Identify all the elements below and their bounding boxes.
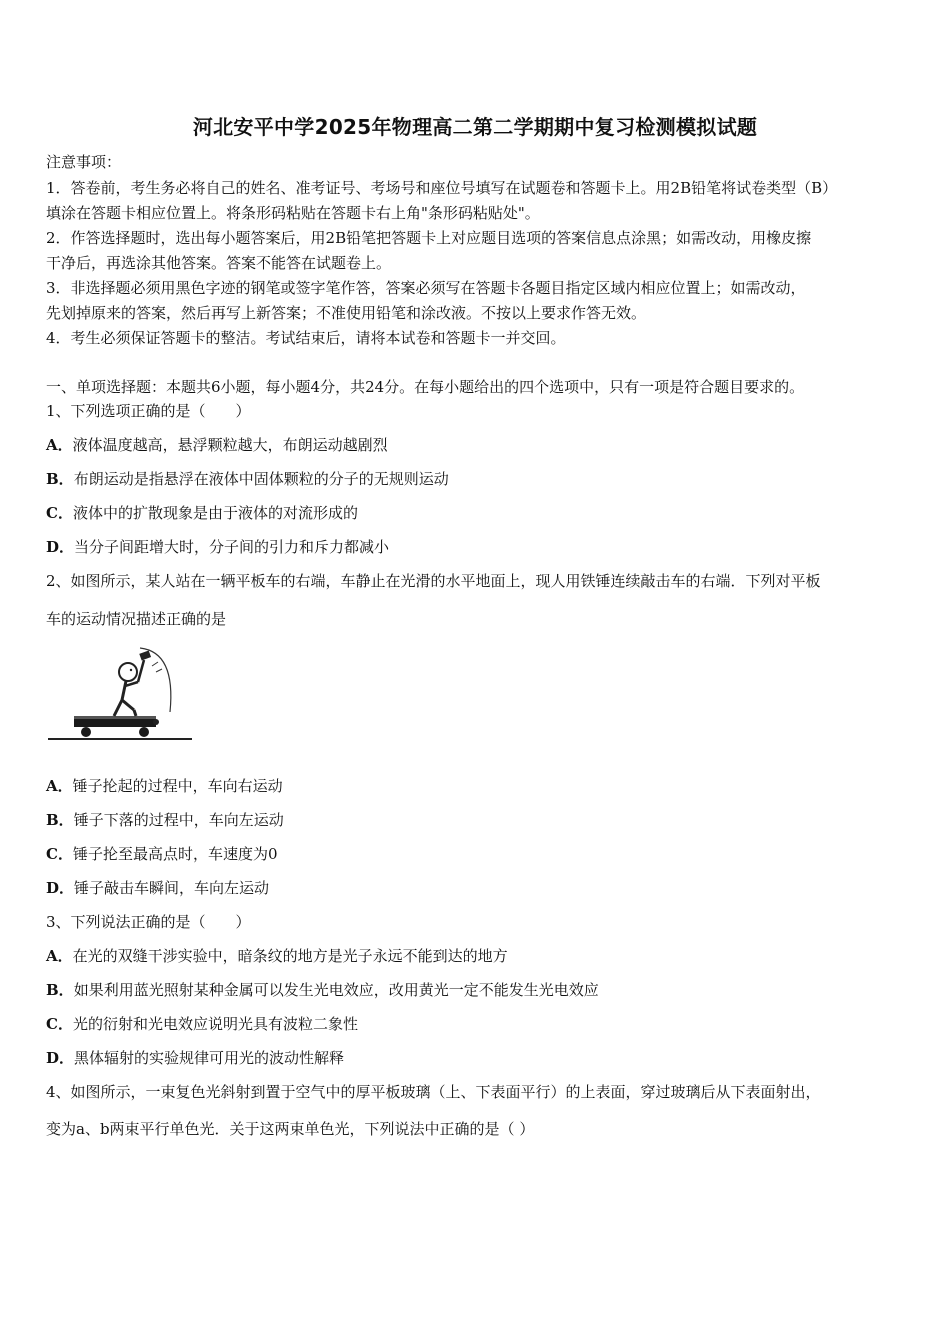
- question-2-stem: 2、如图所示，某人站在一辆平板车的右端，车静止在光滑的水平地面上，现人用铁锤连续敲击车的右端．下列对平板: [46, 572, 821, 590]
- q1-option-b: [46, 469, 449, 489]
- notice-line: 填涂在答题卡相应位置上。将条形码粘贴在答题卡右上角"条形码粘贴处"。: [46, 204, 540, 222]
- option-letter: A．: [46, 777, 73, 795]
- q3-option-c: [46, 1014, 358, 1034]
- q3-option-d: [46, 1048, 344, 1068]
- option-letter: D．: [46, 879, 75, 897]
- option-text: 液体中的扩散现象是由于液体的对流形成的: [72, 504, 358, 522]
- notice-heading: 注意事项：: [46, 153, 122, 171]
- notice-line: 4．考生必须保证答题卡的整洁。考试结束后，请将本试卷和答题卡一并交回。: [46, 329, 566, 347]
- option-text: 锤子下落的过程中，车向左运动: [73, 811, 284, 829]
- option-text: 在光的双缝干涉实验中，暗条纹的地方是光子永远不能到达的地方: [72, 947, 508, 965]
- option-text: 锤子抡起的过程中，车向右运动: [72, 777, 283, 795]
- option-text: 光的衍射和光电效应说明光具有波粒二象性: [72, 1015, 358, 1033]
- option-letter: A．: [46, 947, 73, 965]
- option-text: 锤子抡至最高点时，车速度为0: [72, 845, 278, 863]
- q2-option-c: [46, 844, 278, 864]
- option-text: 如果利用蓝光照射某种金属可以发生光电效应，改用黄光一定不能发生光电效应: [73, 981, 599, 999]
- hammer-cart-figure: [44, 642, 194, 746]
- option-letter: B．: [46, 811, 74, 829]
- option-text: 当分子间距增大时，分子间的引力和斥力都减小: [74, 538, 390, 556]
- option-text: 液体温度越高，悬浮颗粒越大，布朗运动越剧烈: [72, 436, 388, 454]
- question-4-stem-cont: 变为a、b两束平行单色光．关于这两束单色光，下列说法中正确的是（ ）: [46, 1120, 535, 1138]
- notice-line: 1．答卷前，考生务必将自己的姓名、准考证号、考场号和座位号填写在试题卷和答题卡上。用2B铅笔将试卷类型（B）: [46, 179, 838, 197]
- option-letter: C．: [46, 504, 73, 522]
- q3-option-a: [46, 946, 508, 966]
- option-text: 黑体辐射的实验规律可用光的波动性解释: [74, 1049, 345, 1067]
- q3-option-b: [46, 980, 599, 1000]
- notice-line: 先划掉原来的答案，然后再写上新答案；不准使用铅笔和涂改液。不按以上要求作答无效。: [46, 304, 647, 322]
- option-letter: C．: [46, 1015, 73, 1033]
- option-letter: A．: [46, 436, 73, 454]
- option-text: 布朗运动是指悬浮在液体中固体颗粒的分子的无规则运动: [73, 470, 449, 488]
- notice-line: 3．非选择题必须用黑色字迹的钢笔或签字笔作答，答案必须写在答题卡各题目指定区域内相应位置上；如需改动，: [46, 279, 806, 297]
- q2-option-a: [46, 776, 283, 796]
- option-letter: D．: [46, 538, 75, 556]
- notice-line: 干净后，再选涂其他答案。答案不能答在试题卷上。: [46, 254, 392, 272]
- option-letter: B．: [46, 981, 74, 999]
- page-title: 河北安平中学2025年物理高二第二学期期中复习检测模拟试题: [192, 115, 758, 139]
- question-2-stem-cont: 车的运动情况描述正确的是: [46, 610, 227, 628]
- q2-option-b: [46, 810, 284, 830]
- notice-line: 2．作答选择题时，选出每小题答案后，用2B铅笔把答题卡上对应题目选项的答案信息点涂黑；如需改动，用橡皮擦: [46, 229, 812, 247]
- q2-option-d: [46, 878, 269, 898]
- question-1-stem: 1、下列选项正确的是（ ）: [46, 402, 251, 420]
- q1-option-a: [46, 435, 388, 455]
- option-text: 锤子敲击车瞬间，车向左运动: [74, 879, 270, 897]
- q1-option-c: [46, 503, 358, 523]
- option-letter: B．: [46, 470, 74, 488]
- question-3-stem: 3、下列说法正确的是（ ）: [46, 913, 251, 931]
- option-letter: D．: [46, 1049, 75, 1067]
- option-letter: C．: [46, 845, 73, 863]
- q1-option-d: [46, 537, 389, 557]
- section-heading: 一、单项选择题：本题共6小题，每小题4分，共24分。在每小题给出的四个选项中，只有一项是符合题目要求的。: [46, 378, 805, 396]
- question-4-stem: 4、如图所示，一束复色光斜射到置于空气中的厚平板玻璃（上、下表面平行）的上表面，穿过玻璃后从下表面射出，: [46, 1083, 821, 1101]
